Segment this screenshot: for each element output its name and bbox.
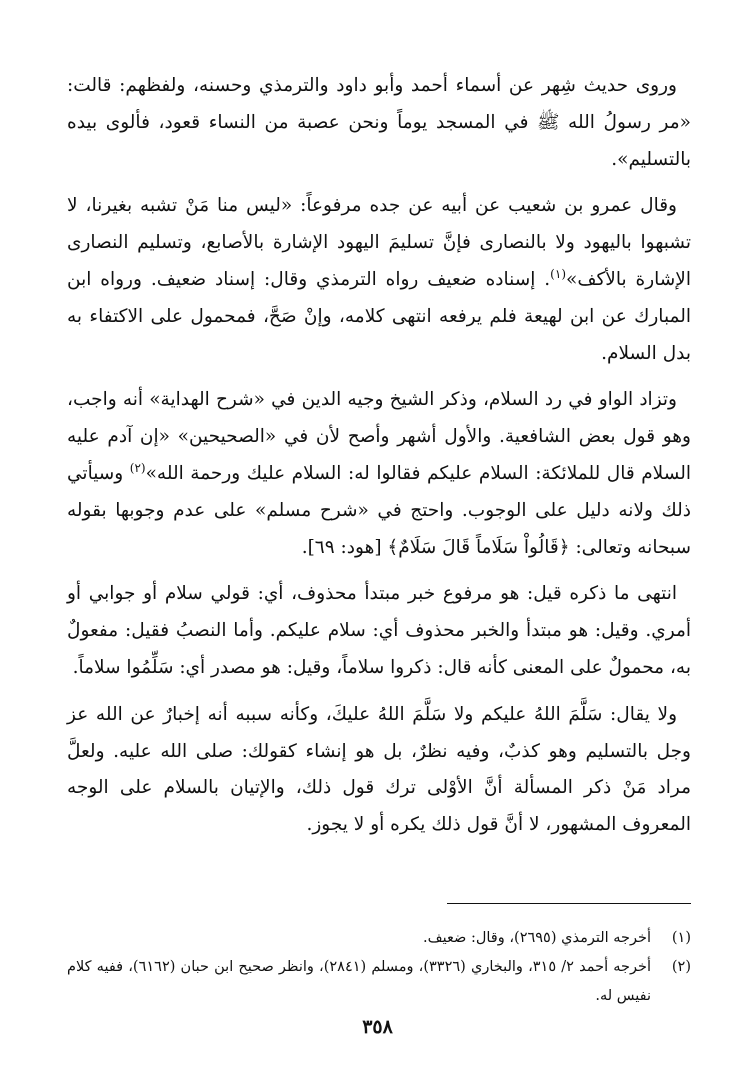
footnote-ref-1[interactable]: (١) [550, 266, 566, 281]
footnotes [67, 924, 691, 1011]
paragraph-text-continued: وسيأتي ذلك ولانه دليل على الوجوب. واحتج في «شرح مسلم» على عدم وجوبها بقوله سبحانه وتعالى: ﴿قَالُواْ سَلَاماً قَالَ سَلَامٌ﴾ [هود: ٦٩]. [67, 462, 691, 558]
footnote-number: (١) [671, 930, 691, 946]
paragraph-text: وروى حديث شِهر عن أسماء أحمد وأبو داود والترمذي وحسنه، ولفظهم: قالت: «مر رسولُ الله ﷺ في المسجد يوماً ونحن عصبة من النساء قعود، فألوى بيده بالتسليم». [67, 75, 691, 170]
main-text [67, 68, 691, 854]
footnote-ref-2[interactable]: (٢) [129, 460, 146, 475]
paragraph-3 [67, 382, 691, 566]
paragraph-text: ولا يقال: سَلَّمَ اللهُ عليكم ولا سَلَّمَ اللهُ عليكَ، وكأنه سببه أنه إخبارٌ عن الله عز وجل بالتسليم وهو كذبٌ، وفيه نظرٌ، بل هو إنشاء كقولك: صلى الله عليه. ولعلَّ مراد مَنْ ذكر المسألة أنَّ الأوْلى ترك قول ذلك، والإتيان بالسلام على الوجه المعروف المشهور، لا أنَّ قول ذلك يكره أو لا يجوز. [67, 703, 691, 836]
paragraph-text: وتزاد الواو في رد السلام، وذكر الشيخ وجيه الدين في «شرح الهداية» أنه واجب، وهو قول بعض الشافعية. والأول أشهر وأصح لأن في «الصحيحين» «إن آدم عليه السلام قال للملائكة: السلام عليكم فقالوا له: السلام عليك ورحمة الله» [67, 389, 691, 484]
paragraph-4 [67, 576, 691, 686]
paragraph-1 [67, 68, 691, 178]
paragraph-2 [67, 188, 691, 372]
paragraph-text-continued: . إسناده ضعيف رواه الترمذي وقال: إسناد ضعيف. ورواه ابن المبارك عن ابن لهيعة فلم يرفعه انتهى كلامه، وإنْ صَحَّ، فمحمول على الاكتفاء به بدل السلام. [67, 268, 691, 364]
page-number: ٣٥٨ [362, 1016, 393, 1038]
footnote-number: (٢) [671, 959, 691, 975]
paragraph-text: وقال عمرو بن شعيب عن أبيه عن جده مرفوعاً: «ليس منا مَنْ تشبه بغيرنا، لا تشبهوا باليهود ولا بالنصارى فإنَّ تسليمَ اليهود الإشارة بالأصابع، وتسليم النصارى الإشارة بالأكف» [67, 195, 691, 290]
footnote-separator [447, 903, 691, 904]
paragraph-text: انتهى ما ذكره قيل: هو مرفوع خبر مبتدأ محذوف، أي: قولي سلام أو جوابي أو أمري. وقيل: هو مبتدأ والخبر محذوف أي: سلام عليكم. وأما النصبُ فقيل: مفعولٌ به، محمولٌ على المعنى كأنه قال: ذكروا سلاماً، وقيل: هو مصدر أي: سَلِّمُوا سلاماً. [67, 583, 691, 678]
footnote-1 [67, 924, 691, 953]
footnote-text: أخرجه أحمد ٢/ ٣١٥، والبخاري (٣٣٢٦)، ومسلم (٢٨٤١)، وانظر صحيح ابن حبان (٦١٦٢)، ففيه كلام نفيس له. [67, 959, 651, 1004]
footnote-text: أخرجه الترمذي (٢٦٩٥)، وقال: ضعيف. [423, 930, 651, 946]
paragraph-5 [67, 697, 691, 844]
footnote-2 [67, 953, 691, 1011]
